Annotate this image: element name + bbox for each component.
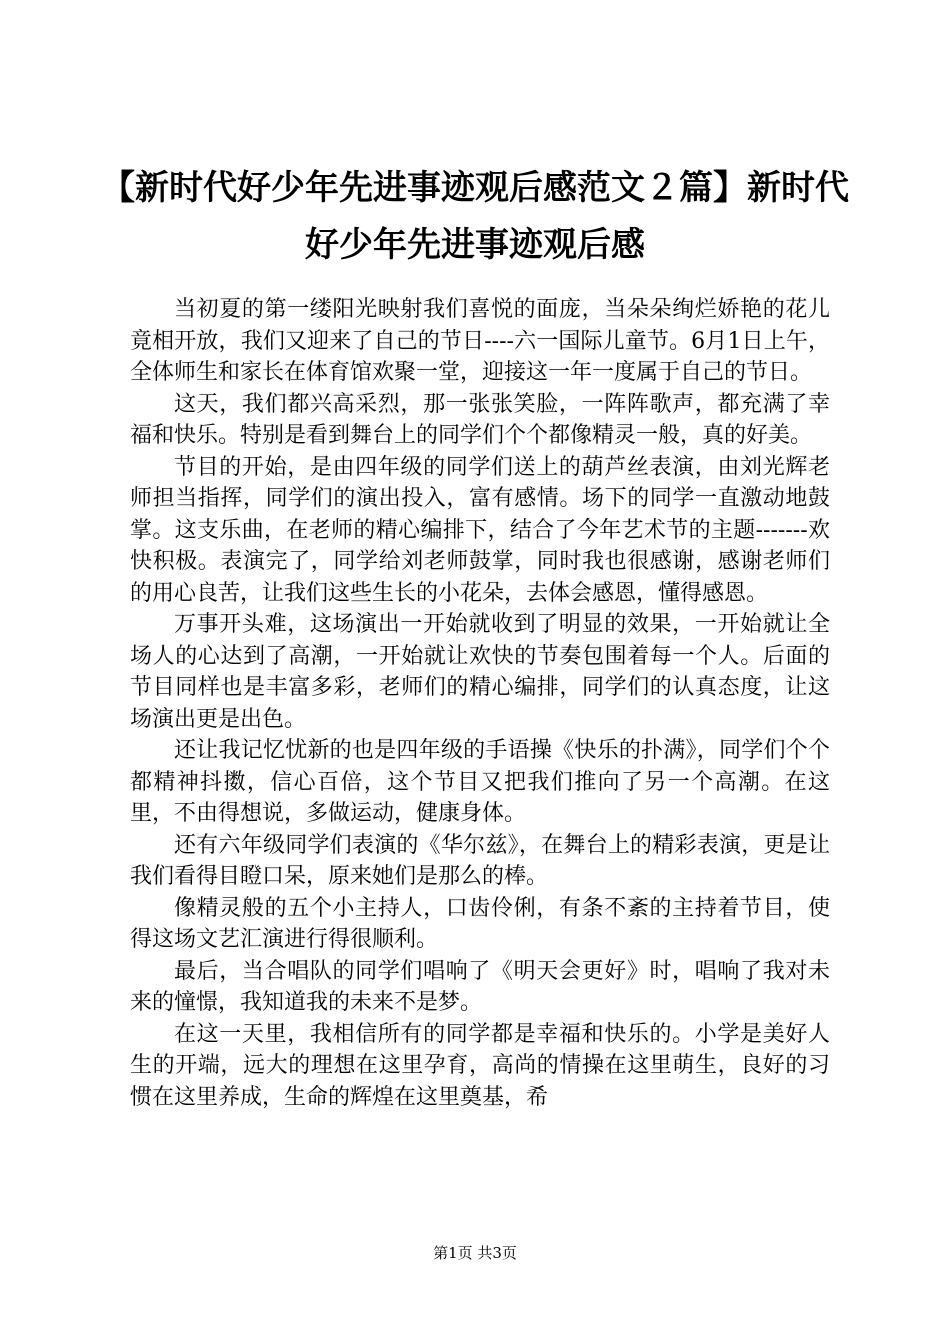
paragraph: 最后，当合唱队的同学们唱响了《明天会更好》时，唱响了我对未来的憧憬，我知道我的未来不是梦。 [130,958,830,1015]
paragraph: 像精灵般的五个小主持人，口齿伶俐，有条不紊的主持着节目，使得这场文艺汇演进行得很顺利。 [130,895,830,952]
paragraph: 当初夏的第一缕阳光映射我们喜悦的面庞，当朵朵绚烂娇艳的花儿竟相开放，我们又迎来了自己的节日----六一国际儿童节。6月1日上午，全体师生和家长在体育馆欢聚一堂，迎接这一年一度属于自己的节日。 [130,297,830,385]
paragraph: 节目的开始，是由四年级的同学们送上的葫芦丝表演，由刘光辉老师担当指挥，同学们的演出投入，富有感情。场下的同学一直激动地鼓掌。这支乐曲，在老师的精心编排下，结合了今年艺术节的主题-------欢快积极。表演完了，同学给刘老师鼓掌，同时我也很感谢，感谢老师们的用心良苦，让我们这些生长的小花朵，去体会感恩，懂得感恩。 [130,454,830,606]
paragraph: 万事开头难，这场演出一开始就收到了明显的效果，一开始就让全场人的心达到了高潮，一开始就让欢快的节奏包围着每一个人。后面的节目同样也是丰富多彩，老师们的精心编排，同学们的认真态度，让这场演出更是出色。 [130,612,830,732]
page-footer: 第1页 共3页 [433,1244,517,1262]
paragraph: 在这一天里，我相信所有的同学都是幸福和快乐的。小学是美好人生的开端，远大的理想在这里孕育，高尚的情操在这里萌生，良好的习惯在这里养成，生命的辉煌在这里奠基，希 [130,1021,830,1110]
paragraph: 这天，我们都兴高采烈，那一张张笑脸，一阵阵歌声，都充满了幸福和快乐。特别是看到舞台上的同学们个个都像精灵一般，真的好美。 [130,391,830,448]
document-body [130,294,830,1184]
paragraph: 还有六年级同学们表演的《华尔兹》，在舞台上的精彩表演，更是让我们看得目瞪口呆，原来她们是那么的棒。 [130,832,830,889]
document-title: 【新时代好少年先进事迹观后感范文２篇】新时代好少年先进事迹观后感 [101,168,849,265]
paragraph: 还让我记忆忧新的也是四年级的手语操《快乐的扑满》，同学们个个都精神抖擞，信心百倍，这个节目又把我们推向了另一个高潮。在这里，不由得想说，多做运动，健康身体。 [130,738,830,826]
